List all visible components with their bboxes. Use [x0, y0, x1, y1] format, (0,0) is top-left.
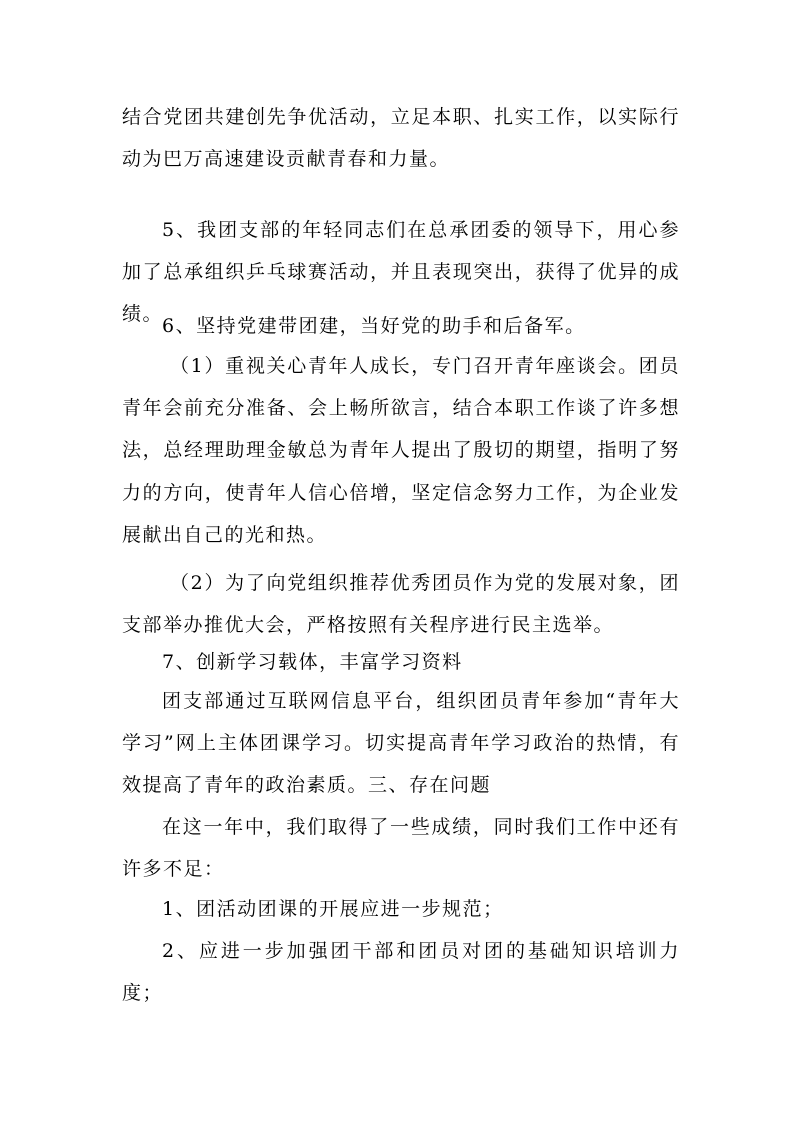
paragraph-shortcomings-intro: 在这一年中，我们取得了一些成绩，同时我们工作中还有许多不足： — [122, 816, 680, 881]
paragraph-study-platform: 团支部通过互联网信息平台，组织团员青年参加“青年大学习”网上主体团课学习。切实提高青年学习政治的热情，有效提高了青年的政治素质。三、存在问题 — [122, 690, 680, 797]
paragraph-shortcoming-2: 2、应进一步加强团干部和团员对团的基础知识培训力度； — [122, 940, 680, 1005]
paragraph-shortcoming-1: 1、团活动团课的开展应进一步规范； — [162, 898, 504, 920]
paragraph-item-5: 5、我团支部的年轻同志们在总承团委的领导下，用心参加了总承组织乒乓球赛活动，并且表现突出，获得了优异的成绩。 — [122, 219, 680, 326]
paragraph-item-7: 7、创新学习载体，丰富学习资料 — [162, 651, 463, 673]
paragraph-sub-item-2: （2）为了向党组织推荐优秀团员作为党的发展对象，团支部举办推优大会，严格按照有关程序进行民主选举。 — [122, 572, 680, 637]
paragraph-continuation: 结合党团共建创先争优活动，立足本职、扎实工作，以实际行动为巴万高速建设贡献青春和力量。 — [122, 106, 680, 171]
paragraph-sub-item-1: （1）重视关心青年人成长，专门召开青年座谈会。团员青年会前充分准备、会上畅所欲言，结合本职工作谈了许多想法，总经理助理金敏总为青年人提出了殷切的期望，指明了努力的方向，使青年人信心倍增，坚定信念努力工作，为企业发展献出自己的光和热。 — [122, 355, 680, 546]
paragraph-item-6: 6、坚持党建带团建，当好党的助手和后备军。 — [162, 315, 586, 337]
